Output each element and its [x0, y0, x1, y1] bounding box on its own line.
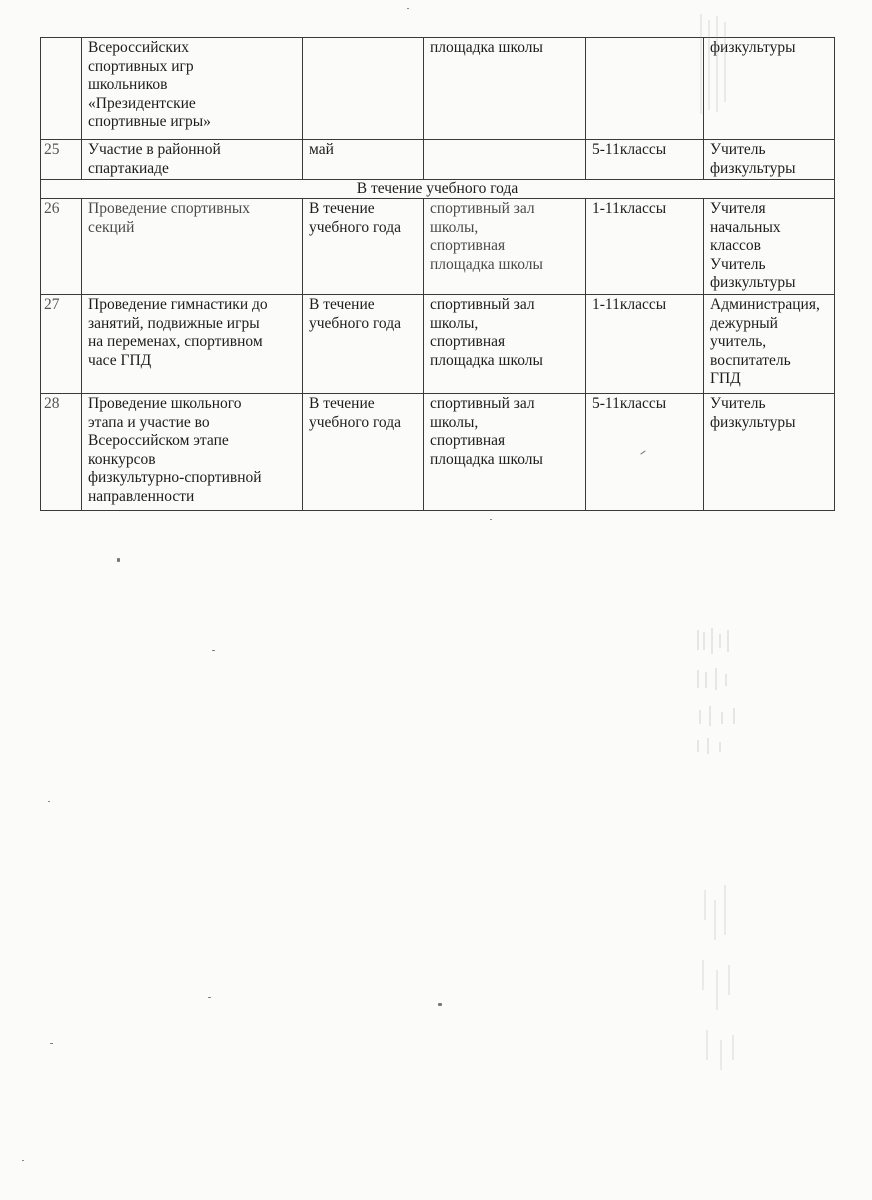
scan-speck	[438, 1003, 442, 1006]
place-cell	[424, 394, 586, 511]
responsible-text: Администрация, дежурный учитель, воспитатель ГПД	[710, 296, 820, 387]
participants-text: 5-11классы	[592, 395, 667, 412]
responsible-cell	[704, 199, 835, 295]
place-cell	[424, 140, 586, 180]
participants-text: 5-11классы	[592, 141, 667, 158]
participants-text: 1-11классы	[592, 200, 667, 217]
row-number: 26	[41, 199, 82, 295]
place-text: спортивный зал школы, спортивная площадка школы	[430, 296, 543, 369]
dates-text: В течение учебного года	[309, 200, 401, 236]
dates-cell	[303, 140, 424, 180]
event-cell	[82, 295, 303, 394]
dates-cell	[303, 295, 424, 394]
scan-speck	[22, 1160, 24, 1161]
scan-speck	[50, 1043, 53, 1044]
place-cell	[424, 199, 586, 295]
dates-cell	[303, 199, 424, 295]
row-number: 28	[41, 394, 82, 511]
scan-speck	[407, 8, 409, 9]
event-text: Проведение гимнастики до занятий, подвижные игры на переменах, спортивном часе ГПД	[88, 296, 268, 369]
responsible-text: физкультуры	[710, 39, 796, 56]
event-text: Проведение школьного этапа и участие во Всероссийском этапе конкурсов физкультурно-спортивной направленности	[88, 395, 262, 505]
section-header-row	[41, 180, 835, 199]
row-number: 25	[41, 140, 82, 180]
section-title: В течение учебного года	[41, 180, 835, 199]
scan-bleed-through	[695, 880, 745, 1080]
responsible-cell	[704, 295, 835, 394]
event-cell	[82, 140, 303, 180]
scan-speck	[48, 801, 50, 802]
event-cell	[82, 394, 303, 511]
responsible-cell	[704, 140, 835, 180]
participants-text: 1-11классы	[592, 296, 667, 313]
place-cell	[424, 295, 586, 394]
event-text: Всероссийских спортивных игр школьников «Президентские спортивные игры»	[88, 39, 211, 130]
scan-speck	[117, 558, 120, 562]
dates-text: В течение учебного года	[309, 296, 401, 332]
participants-cell	[586, 38, 704, 140]
row-number	[41, 38, 82, 140]
event-cell	[82, 199, 303, 295]
dates-text: май	[309, 141, 334, 158]
responsible-cell	[704, 394, 835, 511]
participants-cell	[586, 140, 704, 180]
place-text: площадка школы	[430, 39, 543, 56]
dates-cell	[303, 394, 424, 511]
dates-cell	[303, 38, 424, 140]
place-cell	[424, 38, 586, 140]
table-row	[41, 394, 835, 511]
scan-bleed-through	[695, 10, 735, 120]
dates-text: В течение учебного года	[309, 395, 401, 431]
row-number: 27	[41, 295, 82, 394]
place-text: спортивный зал школы, спортивная площадка школы	[430, 395, 543, 468]
table-row	[41, 140, 835, 180]
table-row	[41, 295, 835, 394]
event-text: Участие в районной спартакиаде	[88, 141, 221, 177]
event-text: Проведение спортивных секций	[88, 200, 251, 236]
responsible-text: Учитель физкультуры	[710, 141, 796, 177]
table-row	[41, 199, 835, 295]
responsible-text: Учитель физкультуры	[710, 395, 796, 431]
participants-cell	[586, 295, 704, 394]
event-cell	[82, 38, 303, 140]
scan-speck	[490, 519, 492, 520]
participants-cell	[586, 199, 704, 295]
scan-speck	[212, 650, 215, 651]
scan-speck	[208, 997, 211, 998]
responsible-text: Учителя начальных классов Учитель физкультуры	[710, 200, 796, 291]
scan-bleed-through	[690, 620, 750, 760]
place-text: спортивный зал школы, спортивная площадка школы	[430, 200, 543, 273]
